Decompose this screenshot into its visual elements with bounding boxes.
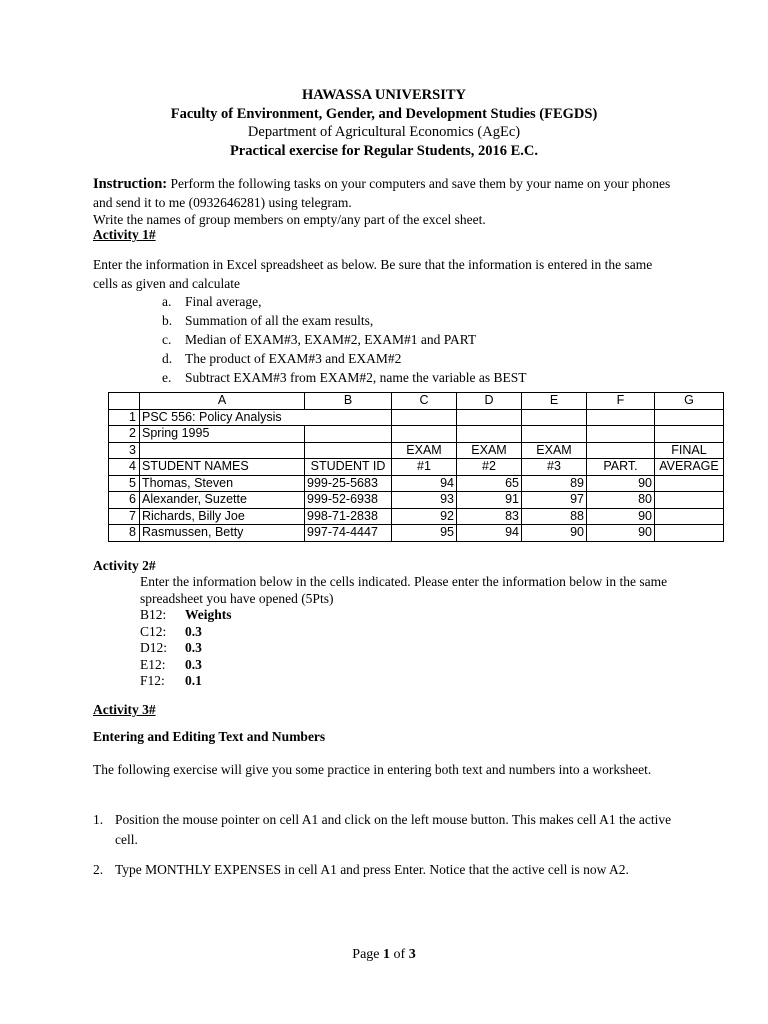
page-total: 3 (408, 947, 416, 962)
instruction-group-note: Write the names of group members on empty/any part of the excel sheet. (93, 212, 486, 227)
instruction-label: Instruction: (93, 176, 168, 192)
activity-1-title: Activity 1# (93, 227, 156, 242)
list-item: 2. Type MONTHLY EXPENSES in cell A1 and press Enter. Notice that the active cell is now A2. (93, 862, 629, 877)
instruction-block (93, 175, 683, 229)
table-row: 7 Richards, Billy Joe 998-71-2838 92 83 88 90 (109, 508, 724, 525)
page-number: 1 (383, 947, 391, 962)
document-header (0, 86, 768, 160)
task-item: e. Subtract EXAM#3 from EXAM#2, name the variable as BEST (162, 370, 527, 385)
task-item: b. Summation of all the exam results, (162, 313, 374, 328)
university-name: HAWASSA UNIVERSITY (302, 87, 466, 103)
spreadsheet-table (108, 392, 724, 542)
task-item: d. The product of EXAM#3 and EXAM#2 (162, 351, 402, 366)
activity-2-title: Activity 2# (93, 558, 156, 573)
faculty-name: Faculty of Environment, Gender, and Development Studies (FEGDS) (170, 105, 598, 122)
activity-2-entries (140, 607, 232, 690)
page-word: Page (352, 947, 380, 962)
table-row: 8 Rasmussen, Betty 997-74-4447 95 94 90 90 (109, 525, 724, 542)
of-word: of (393, 947, 406, 962)
activity-1-task-list (162, 292, 527, 387)
instruction-text: Perform the following tasks on your computers and save them by your name on your phones and send it to me (0932646281) using telegram. (93, 176, 671, 210)
activity-3-intro: The following exercise will give you some practice in entering both text and numbers into a worksheet. (93, 762, 652, 777)
sheet-row-2: 2 Spring 1995 (109, 426, 724, 443)
sheet-row-3: 3 EXAM EXAM EXAM FINAL (109, 442, 724, 459)
sheet-row-4: 4 STUDENT NAMES STUDENT ID #1 #2 #3 PART. AVERAGE (109, 459, 724, 476)
list-item: 1. Position the mouse pointer on cell A1 and click on the left mouse button. This makes cell A1 the active cell. (93, 812, 672, 847)
table-row: 5 Thomas, Steven 999-25-5683 94 65 89 90 (109, 475, 724, 492)
entry-row: E12: 0.3 (140, 656, 202, 672)
table-row: 6 Alexander, Suzette 999-52-6938 93 91 97 80 (109, 492, 724, 509)
task-item: c. Median of EXAM#3, EXAM#2, EXAM#1 and PART (162, 332, 477, 347)
entry-row: B12: Weights (140, 607, 232, 622)
activity-3-steps (93, 810, 693, 890)
page-footer (0, 947, 768, 963)
entry-row: F12: 0.1 (140, 673, 202, 688)
activity-2-intro: Enter the information below in the cells indicated. Please enter the information below in the same spreadsheet you have opened (5Pts) (140, 574, 668, 606)
entry-row: C12: 0.3 (140, 623, 202, 639)
activity-3-title: Activity 3# (93, 702, 156, 717)
sheet-row-1: 1 PSC 556: Policy Analysis (109, 409, 724, 426)
entry-row: D12: 0.3 (140, 640, 202, 655)
activity-3-subtitle: Entering and Editing Text and Numbers (93, 729, 326, 744)
exercise-title: Practical exercise for Regular Students, 2016 E.C. (229, 142, 539, 159)
task-item: a. Final average, (162, 294, 262, 309)
column-header-row: A B C D E F G (109, 393, 724, 410)
department-name: Department of Agricultural Economics (AgEc) (247, 124, 521, 140)
activity-1-intro: Enter the information in Excel spreadsheet as below. Be sure that the information is entered in the same cells as given and calculate (93, 257, 653, 291)
